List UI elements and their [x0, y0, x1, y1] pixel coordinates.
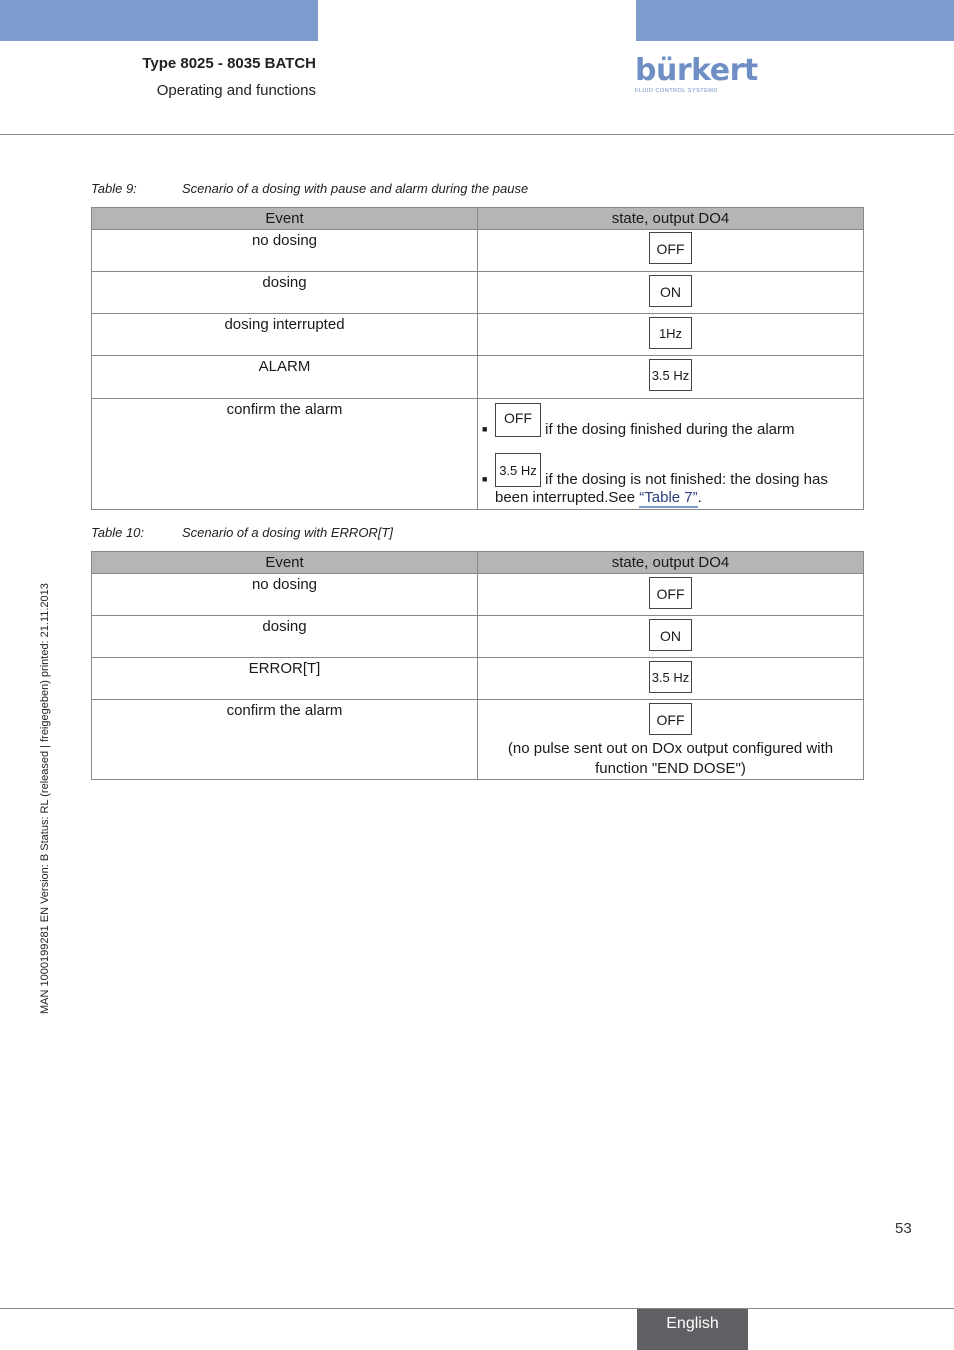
- page-number: 53: [895, 1220, 912, 1237]
- bullet-icon: ■: [482, 474, 488, 484]
- table10-caption-text: Scenario of a dosing with ERROR[T]: [182, 525, 393, 540]
- event-cell: no dosing: [92, 230, 478, 272]
- event-cell: dosing interrupted: [92, 314, 478, 356]
- note-line: function "END DOSE"): [595, 760, 746, 777]
- state-box: 3.5 Hz: [649, 359, 692, 391]
- footer-divider: [0, 1308, 954, 1309]
- table10-caption: [91, 525, 393, 540]
- burkert-logo: [635, 53, 758, 96]
- event-cell: dosing: [92, 272, 478, 314]
- state-cell-confirm: [478, 700, 864, 780]
- column-header-event: Event: [92, 552, 478, 574]
- document-meta-vertical: MAN 1000199281 EN Version: B Status: RL (released | freigegeben) printed: 21.11.2013: [39, 583, 51, 1014]
- table-row: [92, 658, 864, 700]
- table9-caption-number: Table 9:: [91, 181, 137, 196]
- doc-type-title: Type 8025 - 8035 BATCH: [142, 55, 316, 72]
- bullet-text: if the dosing finished during the alarm: [541, 421, 795, 438]
- table-row: [92, 700, 864, 780]
- state-box: OFF: [649, 577, 692, 609]
- state-box: 3.5 Hz: [495, 453, 541, 487]
- table-row: [92, 230, 864, 272]
- doc-section-title: Operating and functions: [156, 82, 316, 99]
- event-cell: ALARM: [92, 356, 478, 399]
- column-header-state: state, output DO4: [478, 552, 864, 574]
- table9-caption: [91, 181, 528, 196]
- table-row: [92, 616, 864, 658]
- note-line: (no pulse sent out on DOx output configured with: [507, 740, 834, 757]
- logo-subtitle: FLUID CONTROL SYSTEMS: [635, 88, 718, 94]
- table10: [91, 551, 864, 780]
- state-box: OFF: [649, 232, 692, 264]
- table-row: [92, 574, 864, 616]
- state-box: ON: [649, 275, 692, 307]
- column-header-state: state, output DO4: [478, 208, 864, 230]
- event-cell: ERROR[T]: [92, 658, 478, 700]
- event-cell: no dosing: [92, 574, 478, 616]
- state-box: 1Hz: [649, 317, 692, 349]
- bullet-text: if the dosing is not finished: the dosing has: [541, 471, 828, 488]
- header-divider: [0, 134, 954, 135]
- logo-wordmark: bürkert: [635, 53, 758, 88]
- column-header-event: Event: [92, 208, 478, 230]
- state-box: 3.5 Hz: [649, 661, 692, 693]
- table-row: [92, 399, 864, 510]
- state-cell-confirm: [478, 399, 864, 510]
- bullet-item: [478, 453, 863, 489]
- table-row: [92, 356, 864, 399]
- table10-caption-number: Table 10:: [91, 525, 145, 540]
- bullet-continuation: [478, 489, 863, 506]
- bullet-item: [478, 403, 863, 449]
- bullet-continuation-text: been interrupted.See: [495, 489, 640, 506]
- state-box: OFF: [649, 703, 692, 735]
- note-text: [478, 735, 863, 779]
- table9-caption-text: Scenario of a dosing with pause and alarm during the pause: [182, 181, 529, 196]
- bullet-icon: ■: [482, 424, 488, 434]
- state-box: OFF: [495, 403, 541, 437]
- table9: [91, 207, 864, 510]
- header-bar-right: [636, 0, 954, 41]
- header-bar-left: [0, 0, 318, 41]
- state-box: ON: [649, 619, 692, 651]
- event-cell: dosing: [92, 616, 478, 658]
- event-cell: confirm the alarm: [92, 399, 478, 510]
- table-row: [92, 314, 864, 356]
- event-cell: confirm the alarm: [92, 700, 478, 780]
- table-row: [92, 272, 864, 314]
- punctuation: .: [697, 489, 702, 506]
- table-header-row: [92, 208, 864, 230]
- table-header-row: [92, 552, 864, 574]
- table7-link[interactable]: “Table 7”: [639, 489, 698, 506]
- language-tab: English: [637, 1309, 748, 1350]
